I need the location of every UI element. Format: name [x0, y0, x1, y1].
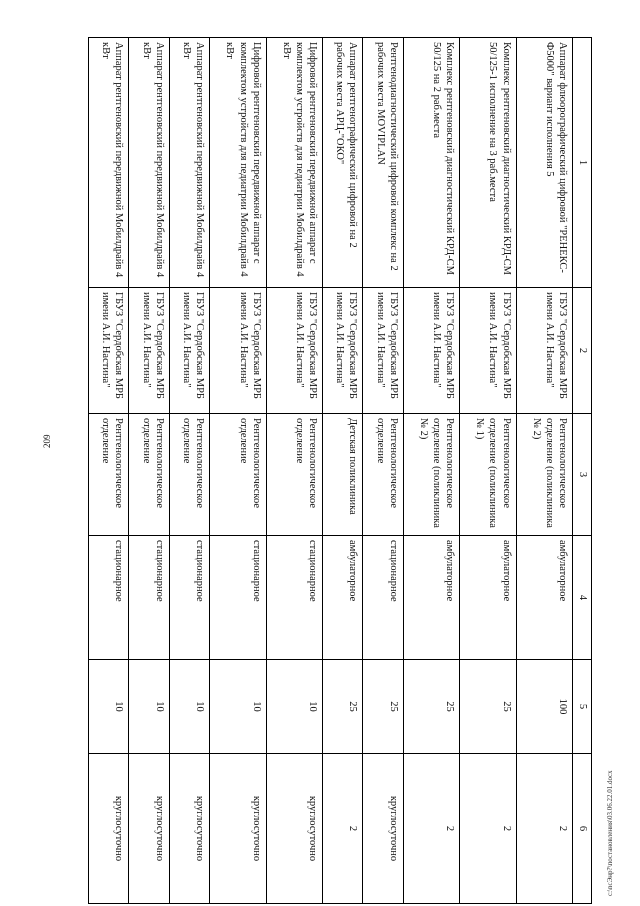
care-type-cell: стационарное — [266, 536, 322, 660]
column-header: 4 — [573, 536, 592, 660]
department-cell: Рентгенологическое отделение — [210, 414, 266, 536]
footer-file-path: c:\ncЭнр?\постановления\03.06.22.01.docx — [606, 770, 614, 896]
care-type-cell: амбулаторное — [460, 536, 516, 660]
equipment-name-cell: Аппарат рентгенографический цифровой на 2 рабочих места АРЦ-"ОКО" — [323, 38, 363, 288]
department-cell: Рентгенологическое отделение — [363, 414, 403, 536]
capacity-cell: 10 — [210, 660, 266, 754]
organization-cell: ГБУЗ "Сердобская МРБ имени А.И. Настина" — [403, 288, 459, 414]
equipment-table-container — [88, 37, 592, 903]
department-cell: Рентгенологическое отделение — [266, 414, 322, 536]
column-header: 5 — [573, 660, 592, 754]
equipment-name-cell: Рентгенодиагностический цифровой комплекс на 2 рабочих места MOVIPLAN — [363, 38, 403, 288]
care-type-cell: стационарное — [363, 536, 403, 660]
department-cell: Рентгенологическое отделение (поликлиника № 2) — [403, 414, 459, 536]
department-cell: Рентгенологическое отделение (поликлиника № 1) — [460, 414, 516, 536]
organization-cell: ГБУЗ "Сердобская МРБ имени А.И. Настина" — [169, 288, 209, 414]
care-type-cell: стационарное — [169, 536, 209, 660]
column-header: 1 — [573, 38, 592, 288]
schedule-cell: круглосуточно — [210, 754, 266, 904]
capacity-cell: 25 — [323, 660, 363, 754]
department-cell: Рентгенологическое отделение — [129, 414, 169, 536]
column-header: 2 — [573, 288, 592, 414]
equipment-name-cell: Аппарат рентгеновский передвижной Мобилдрайв 4 кВт — [169, 38, 209, 288]
organization-cell: ГБУЗ "Сердобская МРБ имени А.И. Настина" — [516, 288, 572, 414]
capacity-cell: 100 — [516, 660, 572, 754]
department-cell: Рентгенологическое отделение — [169, 414, 209, 536]
equipment-name-cell: Цифровой рентгеновский передвижной аппарат с комплектом устройств для педиатрии Мобилдрайв 4 кВт — [266, 38, 322, 288]
table-row — [516, 38, 572, 904]
organization-cell: ГБУЗ "Сердобская МРБ имени А.И. Настина" — [460, 288, 516, 414]
department-cell: Детская поликлиника — [323, 414, 363, 536]
table-row — [89, 38, 129, 904]
capacity-cell: 10 — [89, 660, 129, 754]
page-number: 209 — [42, 434, 52, 448]
table-header-row — [573, 38, 592, 904]
care-type-cell: амбулаторное — [403, 536, 459, 660]
schedule-cell: 2 — [403, 754, 459, 904]
equipment-name-cell: Аппарат флюорографический цифровой "РЕНЕКС-Ф5000" вариант исполнения 5 — [516, 38, 572, 288]
schedule-cell: 2 — [460, 754, 516, 904]
schedule-cell: круглосуточно — [363, 754, 403, 904]
equipment-name-cell: Аппарат рентгеновский передвижной Мобилдрайв 4 кВт — [129, 38, 169, 288]
capacity-cell: 25 — [460, 660, 516, 754]
table-row — [266, 38, 322, 904]
equipment-name-cell: Цифровой рентгеновский передвижной аппарат с комплектом устройств для педиатрии Мобилдрайв 4 кВт — [210, 38, 266, 288]
table-row — [323, 38, 363, 904]
column-header: 3 — [573, 414, 592, 536]
department-cell: Рентгенологическое отделение — [89, 414, 129, 536]
capacity-cell: 10 — [169, 660, 209, 754]
care-type-cell: амбулаторное — [323, 536, 363, 660]
table-body — [89, 38, 573, 904]
schedule-cell: 2 — [516, 754, 572, 904]
schedule-cell: круглосуточно — [266, 754, 322, 904]
organization-cell: ГБУЗ "Сердобская МРБ имени А.И. Настина" — [89, 288, 129, 414]
organization-cell: ГБУЗ "Сердобская МРБ имени А.И. Настина" — [210, 288, 266, 414]
organization-cell: ГБУЗ "Сердобская МРБ имени А.И. Настина" — [129, 288, 169, 414]
equipment-table — [88, 37, 592, 904]
care-type-cell: стационарное — [210, 536, 266, 660]
capacity-cell: 10 — [129, 660, 169, 754]
table-row — [169, 38, 209, 904]
table-row — [129, 38, 169, 904]
schedule-cell: круглосуточно — [129, 754, 169, 904]
schedule-cell: круглосуточно — [169, 754, 209, 904]
capacity-cell: 25 — [363, 660, 403, 754]
equipment-name-cell: Аппарат рентгеновский передвижной Мобилдрайв 4 кВт — [89, 38, 129, 288]
care-type-cell: амбулаторное — [516, 536, 572, 660]
department-cell: Рентгенологическое отделение (поликлиника № 2) — [516, 414, 572, 536]
care-type-cell: стационарное — [89, 536, 129, 660]
schedule-cell: 2 — [323, 754, 363, 904]
organization-cell: ГБУЗ "Сердобская МРБ имени А.И. Настина" — [323, 288, 363, 414]
table-row — [460, 38, 516, 904]
table-row — [363, 38, 403, 904]
table-row — [210, 38, 266, 904]
organization-cell: ГБУЗ "Сердобская МРБ имени А.И. Настина" — [363, 288, 403, 414]
column-header: 6 — [573, 754, 592, 904]
equipment-name-cell: Комплекс рентгеновский диагностический КРД-СМ 50/125-1 исполнение на 3 раб.места — [460, 38, 516, 288]
equipment-name-cell: Комплекс рентгеновский диагностический КРД-СМ 50/125 на 2 раб.места — [403, 38, 459, 288]
care-type-cell: стационарное — [129, 536, 169, 660]
capacity-cell: 10 — [266, 660, 322, 754]
organization-cell: ГБУЗ "Сердобская МРБ имени А.И. Настина" — [266, 288, 322, 414]
capacity-cell: 25 — [403, 660, 459, 754]
schedule-cell: круглосуточно — [89, 754, 129, 904]
table-row — [403, 38, 459, 904]
